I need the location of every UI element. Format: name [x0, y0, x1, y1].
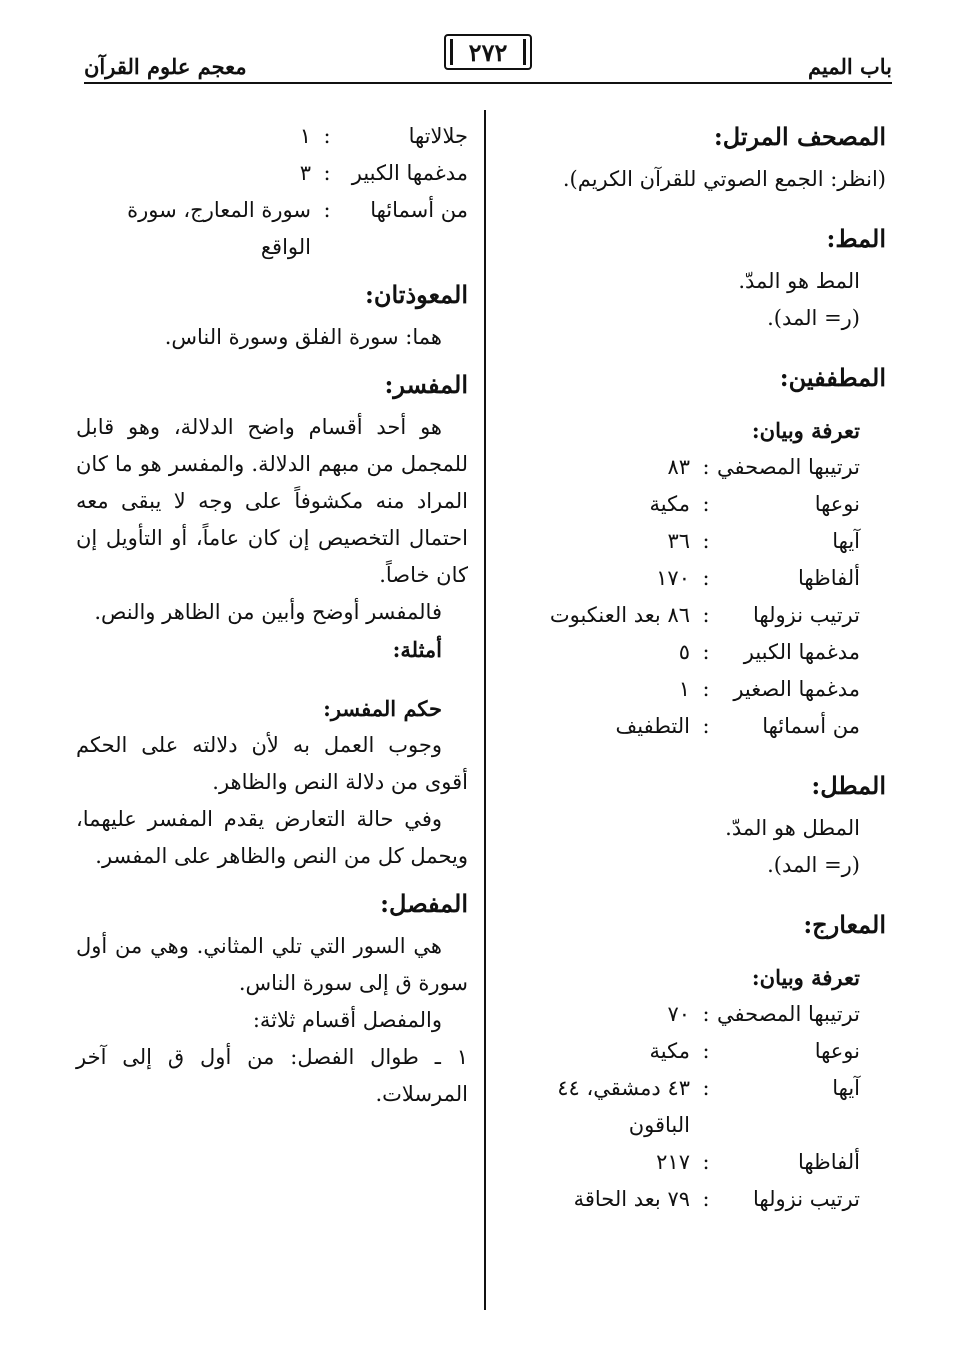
book-title: معجم علوم القرآن [84, 54, 247, 79]
info-row: ترتيبها المصحفي : ٧٠ [667, 1002, 860, 1026]
entry-text-matl-1: المطل هو المدّ. [725, 816, 860, 840]
entry-text-mufassar-2: فالمفسر أوضح وأبين من الظاهر والنص. [94, 600, 442, 624]
entry-text-matt-2: (ر= المد). [767, 306, 860, 330]
info-row: نوعها : مكية [649, 492, 860, 516]
subheading-examples: أمثلة: [392, 637, 442, 662]
info-row: نوعها : مكية [649, 1039, 860, 1063]
entry-title-matt: المط: [826, 224, 886, 253]
entry-title-muawwidhatan: المعوذتان: [365, 280, 468, 309]
page-number: ٢٧٢ [444, 34, 532, 70]
entry-text-mufassal-3: ١ ـ طوال الفصل: من أول ق إلى آخر المرسلات. [76, 1045, 468, 1106]
chapter-title: باب الميم [807, 54, 892, 79]
info-table-maarij-cont [76, 118, 468, 266]
info-row: من أسمائها : سورة المعارج، سورة الواقع [127, 198, 468, 259]
entry-title-mutaffifin: المطففين: [779, 363, 886, 392]
info-row: ترتيبها المصحفي : ٨٣ [667, 455, 860, 479]
info-row: آيها : ٤٣ دمشقي، ٤٤ الباقون [557, 1076, 860, 1137]
info-row: ألفاظها : ١٧٠ [656, 566, 860, 590]
entry-title-mushaf: المصحف المرتل: [713, 122, 886, 151]
entry-text-mufassal-1: هي السور التي تلي المثاني. وهي من أول سورة ق إلى سورة الناس. [76, 934, 468, 995]
entry-title-mufassal: المفصل: [380, 889, 468, 918]
info-row: مدغمها الكبير : ٥ [678, 640, 860, 664]
subheading-maarij: تعرفة وبيان: [751, 965, 860, 990]
left-column [76, 118, 468, 1113]
entry-text-mushaf: (انظر: الجمع الصوتي للقرآن الكريم). [562, 167, 886, 191]
info-row: ترتيب نزولها : ٧٩ بعد الحاقة [573, 1187, 860, 1211]
entry-text-matl-2: (ر= المد). [767, 853, 860, 877]
info-table-mutaffifin [494, 449, 886, 745]
entry-text-hukm-2: وفي حالة التعارض يقدم المفسر عليهما، ويحمل كل من النص والظاهر على المفسر. [76, 807, 468, 868]
info-table-maarij [494, 996, 886, 1218]
entry-text-muawwidhatan: هما: سورة الفلق وسورة الناس. [164, 325, 442, 349]
subheading-mutaffifin: تعرفة وبيان: [751, 418, 860, 443]
info-row: جلالاتها : ١ [299, 124, 468, 148]
entry-text-matt-1: المط هو المدّ. [738, 269, 860, 293]
info-row: مدغمها الكبير : ٣ [299, 161, 468, 185]
info-row: ألفاظها : ٢١٧ [656, 1150, 860, 1174]
entry-text-hukm-1: وجوب العمل به لأن دلالته على الحكم أقوى من دلالة النص والظاهر. [76, 733, 468, 794]
column-divider [484, 110, 486, 1310]
entry-text-mufassar-1: هو أحد أقسام واضح الدلالة، وهو قابل للمجمل من مبهم الدلالة. والمفسر هو ما كان المراد منه مكشوفاً على وجه لا يبقى معه احتمال التخصيص إن كان عاماً، أو التأويل إن كان خاصاً. [76, 415, 468, 587]
info-row: ترتيب نزولها : ٨٦ بعد العنكبوت [549, 603, 860, 627]
entry-text-mufassal-2: والمفصل أقسام ثلاثة: [252, 1008, 442, 1032]
entry-title-mufassar: المفسر: [384, 370, 468, 399]
info-row: من أسمائها : التطفيف [615, 714, 860, 738]
subheading-hukm: حكم المفسر: [323, 696, 442, 721]
header-rule [84, 82, 892, 84]
entry-title-matl: المطل: [811, 771, 886, 800]
info-row: مدغمها الصغير : ١ [678, 677, 860, 701]
right-column [494, 118, 886, 1218]
info-row: آيها : ٣٦ [667, 529, 860, 553]
entry-title-maarij: المعارج: [803, 910, 886, 939]
page-header [84, 24, 892, 108]
